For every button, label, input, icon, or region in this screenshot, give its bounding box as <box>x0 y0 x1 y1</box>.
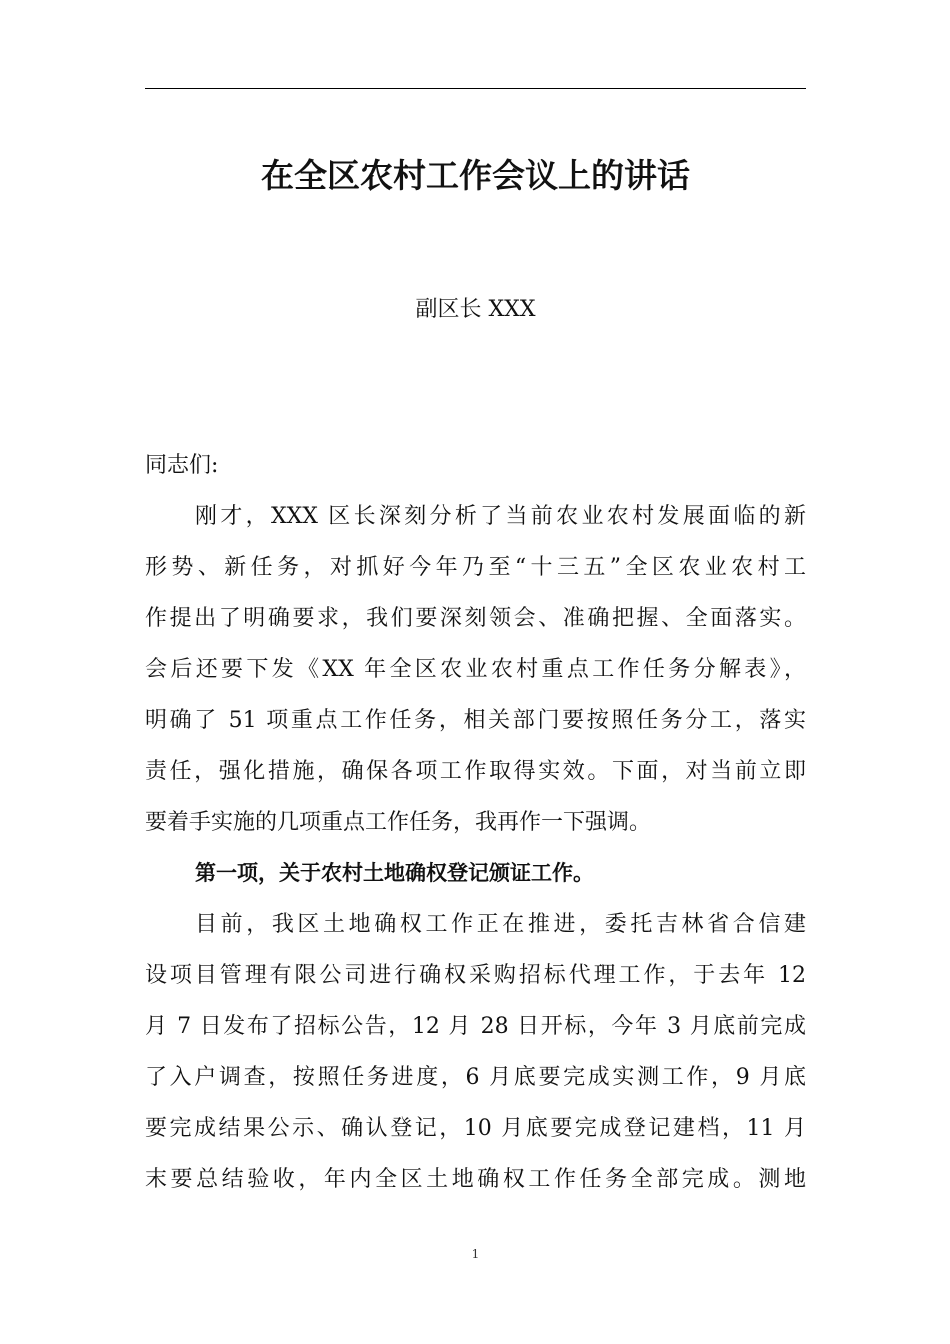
paragraph-line: 月 7 日发布了招标公告，12 月 28 日开标，今年 3 月底前完成 <box>145 1014 806 1039</box>
speaker-byline: 副区长 XXX <box>415 297 536 322</box>
paragraph-land-rights <box>145 899 806 1205</box>
paragraph-line: 设项目管理有限公司进行确权采购招标代理工作，于去年 12 <box>145 963 806 988</box>
paragraph-line: 要完成结果公示、确认登记，10 月底要完成登记建档，11 月 <box>145 1116 806 1141</box>
header-rule <box>145 88 806 89</box>
paragraph-line: 形势、新任务，对抓好今年乃至“十三五”全区农业农村工 <box>145 555 806 580</box>
paragraph-intro <box>145 491 806 848</box>
salutation: 同志们: <box>145 453 219 478</box>
paragraph-line: 刚才，XXX 区长深刻分析了当前农业农村发展面临的新 <box>195 504 806 529</box>
page-number: 1 <box>471 1247 480 1261</box>
paragraph-line: 了入户调查，按照任务进度，6 月底要完成实测工作，9 月底 <box>145 1065 806 1090</box>
section-heading: 第一项，关于农村土地确权登记颁证工作。 <box>195 861 594 885</box>
speech-body <box>145 440 806 1205</box>
paragraph-line: 末要总结验收，年内全区土地确权工作任务全部完成。测地 <box>145 1167 806 1192</box>
paragraph-line: 目前，我区土地确权工作正在推进，委托吉林省合信建 <box>195 912 806 937</box>
paragraph-line: 明确了 51 项重点工作任务，相关部门要按照任务分工，落实 <box>145 708 806 733</box>
paragraph-line: 会后还要下发《XX 年全区农业农村重点工作任务分解表》， <box>145 657 806 682</box>
paragraph-line: 要着手实施的几项重点工作任务，我再作一下强调。 <box>145 810 652 835</box>
paragraph-line: 作提出了明确要求，我们要深刻领会、准确把握、全面落实。 <box>145 606 806 631</box>
paragraph-line: 责任，强化措施，确保各项工作取得实效。下面，对当前立即 <box>145 759 806 784</box>
document-title: 在全区农村工作会议上的讲话 <box>261 156 690 195</box>
